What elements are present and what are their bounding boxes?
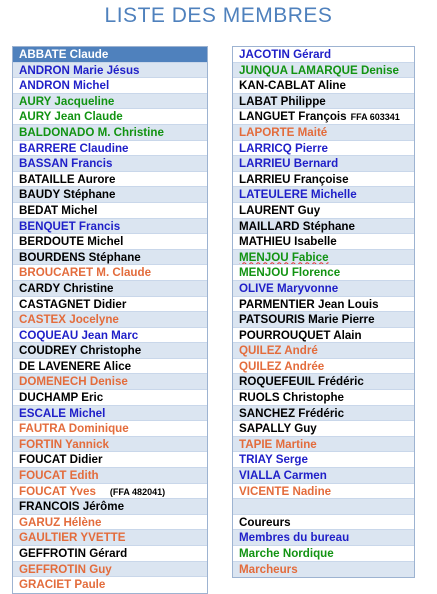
member-name: POURROUQUET Alain (239, 328, 362, 342)
member-name: BOURDENS Stéphane (19, 250, 141, 264)
member-name: LANGUET François (239, 110, 347, 124)
member-name: TAPIE Martine (239, 437, 317, 451)
member-name: JACOTIN Gérard (239, 48, 332, 61)
member-row-bassan-francis (13, 156, 207, 172)
member-name: QUILEZ André (239, 344, 318, 358)
member-row-gaultier-yvette (13, 530, 207, 546)
member-name: MATHIEU Isabelle (239, 235, 337, 249)
member-row-andron-michel (13, 78, 207, 94)
member-row-cardy-christine (13, 281, 207, 297)
member-name: ANDRON Marie Jésus (19, 63, 140, 77)
member-row-triay-serge (233, 452, 414, 468)
member-row-domenech-denise (13, 374, 207, 390)
member-row-vialla-carmen (233, 468, 414, 484)
member-row-roquefeuil-frederic (233, 374, 414, 390)
member-row-sapally-guy (233, 421, 414, 437)
member-name: BAUDY Stéphane (19, 188, 116, 202)
member-row-laporte-maite (233, 125, 414, 141)
member-row-escale-michel (13, 406, 207, 422)
member-name: ESCALE Michel (19, 406, 106, 420)
member-row-geffrotin-gerard (13, 546, 207, 562)
member-name: DUCHAMP Eric (19, 391, 104, 405)
member-name: SAPALLY Guy (239, 422, 317, 436)
member-name: TRIAY Serge (239, 453, 308, 467)
member-row-parmentier-jean-louis (233, 297, 414, 313)
member-row-quilez-andree (233, 359, 414, 375)
member-name: KAN-CABLAT Aline (239, 79, 346, 93)
member-name: LARRICQ Pierre (239, 141, 328, 155)
member-name: BERDOUTE Michel (19, 235, 124, 249)
member-name: BASSAN Francis (19, 157, 113, 171)
member-row-larrieu-bernard (233, 156, 414, 172)
member-row-languet-francois (233, 109, 414, 125)
member-row-blank (233, 499, 414, 515)
member-name: CASTAGNET Didier (19, 297, 127, 311)
member-name: MENJOU Florence (239, 266, 341, 280)
member-name: GEFFROTIN Guy (19, 562, 112, 576)
member-row-foucat-yves (13, 484, 207, 500)
member-name: GRACIET Paule (19, 578, 106, 592)
member-name: FOUCAT Yves (19, 484, 96, 498)
member-row-abbate-claude (13, 47, 207, 63)
member-row-coureurs (233, 515, 414, 531)
member-row-andron-marie-jesus (13, 63, 207, 79)
page-title: LISTE DES MEMBRES (104, 4, 333, 27)
member-name: CARDY Christine (19, 281, 114, 295)
member-row-pourrouquet-alain (233, 328, 414, 344)
member-row-larrieu-francoise (233, 172, 414, 188)
member-name: LABAT Philippe (239, 94, 326, 108)
member-name: BEDAT Michel (19, 203, 98, 217)
member-name: AURY Jean Claude (19, 110, 123, 124)
member-row-marcheurs (233, 562, 414, 578)
member-name: LARRIEU Bernard (239, 157, 339, 171)
member-row-benquet-francis (13, 219, 207, 235)
member-name: ABBATE Claude (19, 48, 109, 61)
member-row-foucat-edith (13, 468, 207, 484)
member-name: SANCHEZ Frédéric (239, 406, 345, 420)
member-row-patsouris-marie-pierre (233, 312, 414, 328)
member-row-tapie-martine (233, 437, 414, 453)
member-row-bourdens-stephane (13, 250, 207, 266)
member-row-garuz-helene (13, 515, 207, 531)
member-row-larricq-pierre (233, 141, 414, 157)
member-row-marche-nordique (233, 546, 414, 562)
member-name: ANDRON Michel (19, 79, 110, 93)
member-name: ROQUEFEUIL Frédéric (239, 375, 364, 389)
member-row-mathieu-isabelle (233, 234, 414, 250)
member-name: FORTIN Yannick (19, 437, 109, 451)
member-row-castex-jocelyne (13, 312, 207, 328)
member-name: BENQUET Francis (19, 219, 121, 233)
member-row-berdoute-michel (13, 234, 207, 250)
member-row-menjou-fabice (233, 250, 414, 266)
member-name: FOUCAT Edith (19, 469, 99, 483)
member-row-laurent-guy (233, 203, 414, 219)
member-row-quilez-andre (233, 343, 414, 359)
member-name: COQUEAU Jean Marc (19, 328, 139, 342)
member-name: BALDONADO M. Christine (19, 125, 164, 139)
member-name: BROUCARET M. Claude (19, 266, 152, 280)
member-name: LAPORTE Maité (239, 125, 328, 139)
member-name: DE LAVENERE Alice (19, 359, 132, 373)
member-name: Marche Nordique (239, 547, 334, 560)
member-name: VIALLA Carmen (239, 469, 327, 483)
member-row-labat-philippe (233, 94, 414, 110)
member-row-olive-maryvonne (233, 281, 414, 297)
member-row-baldonado-m-christine (13, 125, 207, 141)
member-row-membres-du-bureau (233, 530, 414, 546)
member-name: QUILEZ Andrée (239, 359, 325, 373)
member-name: BATAILLE Aurore (19, 172, 116, 186)
member-name: AURY Jacqueline (19, 94, 115, 108)
member-name: CASTEX Jocelyne (19, 313, 119, 327)
member-row-coqueau-jean-marc (13, 328, 207, 344)
member-row-broucaret-m-claude (13, 265, 207, 281)
member-name: Marcheurs (239, 562, 298, 576)
member-row-fortin-yannick (13, 437, 207, 453)
member-name: PATSOURIS Marie Pierre (239, 313, 375, 327)
member-name: RUOLS Christophe (239, 391, 344, 405)
member-name: BARRERE Claudine (19, 141, 129, 155)
member-name: FOUCAT Didier (19, 453, 103, 467)
member-list-left (12, 46, 208, 594)
member-name: COUDREY Christophe (19, 344, 142, 358)
member-row-castagnet-didier (13, 297, 207, 313)
member-row-bataille-aurore (13, 172, 207, 188)
member-row-junqua-lamarque-denise (233, 63, 414, 79)
member-name: LAURENT Guy (239, 203, 321, 217)
member-name: MENJOU Fabice (239, 250, 329, 264)
member-row-foucat-didier (13, 452, 207, 468)
member-name: MAILLARD Stéphane (239, 219, 355, 233)
member-name: JUNQUA LAMARQUE Denise (239, 63, 399, 77)
member-row-geffrotin-guy (13, 562, 207, 578)
member-name: PARMENTIER Jean Louis (239, 297, 379, 311)
member-name: LATEULERE Michelle (239, 188, 357, 202)
member-row-vicente-nadine (233, 484, 414, 500)
member-name: GARUZ Hélène (19, 515, 102, 529)
member-row-ruols-christophe (233, 390, 414, 406)
member-row-aury-jacqueline (13, 94, 207, 110)
member-row-duchamp-eric (13, 390, 207, 406)
member-row-fautra-dominique (13, 421, 207, 437)
member-row-kan-cablat-aline (233, 78, 414, 94)
member-name: OLIVE Maryvonne (239, 281, 339, 295)
member-row-lateulere-michelle (233, 187, 414, 203)
member-row-francois-jerome (13, 499, 207, 515)
member-name: FAUTRA Dominique (19, 422, 129, 436)
member-name: GEFFROTIN Gérard (19, 547, 128, 560)
member-name: Coureurs (239, 515, 291, 529)
member-row-baudy-stephane (13, 187, 207, 203)
member-row-barrere-claudine (13, 141, 207, 157)
member-name: LARRIEU Françoise (239, 172, 349, 186)
member-row-sanchez-frederic (233, 406, 414, 422)
member-name: DOMENECH Denise (19, 375, 128, 389)
member-name: FRANCOIS Jérôme (19, 500, 125, 514)
member-row-aury-jean-claude (13, 109, 207, 125)
member-name: VICENTE Nadine (239, 484, 332, 498)
member-name: GAULTIER YVETTE (19, 531, 126, 545)
member-list-right (232, 46, 415, 578)
member-row-graciet-paule (13, 577, 207, 593)
member-row-jacotin-gerard (233, 47, 414, 63)
member-note: FFA 603341 (350, 112, 400, 123)
member-name: Membres du bureau (239, 531, 350, 545)
member-row-de-lavenere-alice (13, 359, 207, 375)
member-row-menjou-florence (233, 265, 414, 281)
member-row-coudrey-christophe (13, 343, 207, 359)
member-row-bedat-michel (13, 203, 207, 219)
member-note: (FFA 482041) (109, 486, 166, 497)
member-row-maillard-stephane (233, 219, 414, 235)
